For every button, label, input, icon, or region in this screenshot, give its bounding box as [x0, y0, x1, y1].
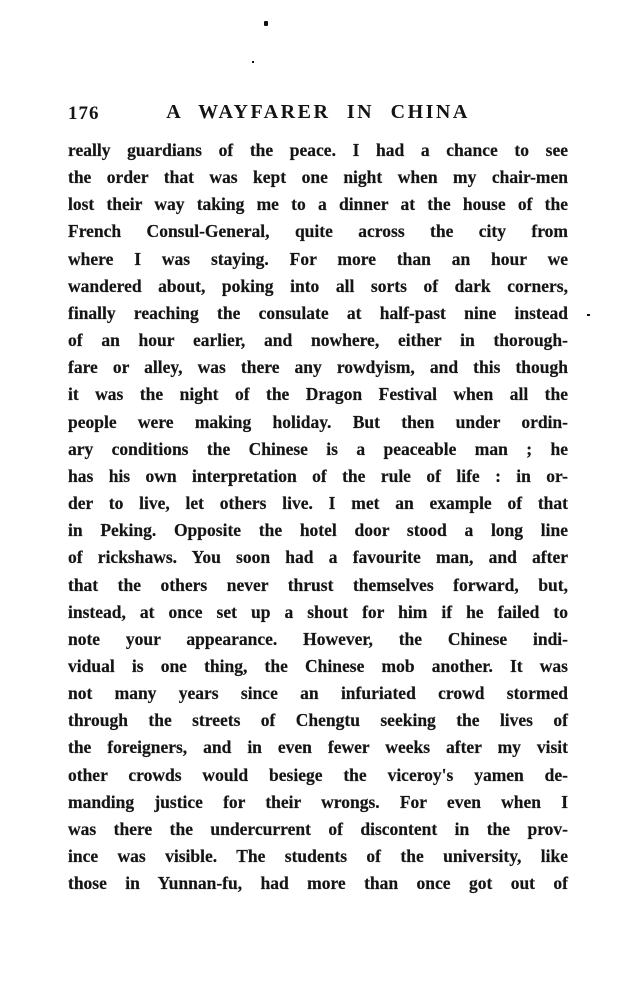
text-line: finally reaching the consulate at half-past nine instead [68, 302, 568, 323]
text-line: fare or alley, was there any rowdyism, and this though [68, 357, 568, 378]
text-line: of an hour earlier, and nowhere, either in thorough- [68, 330, 568, 351]
text-line: where I was staying. For more than an hour we [68, 248, 568, 269]
text-line: the foreigners, and in even fewer weeks after my visit [68, 737, 568, 758]
text-line: other crowds would besiege the viceroy's yamen de- [68, 764, 568, 785]
scan-speck [587, 314, 590, 316]
text-line: French Consul-General, quite across the city from [68, 221, 568, 242]
text-line: through the streets of Chengtu seeking the lives of [68, 710, 568, 731]
text-line: has his own interpretation of the rule of life : in or- [68, 465, 568, 486]
text-line: instead, at once set up a shout for him if he failed to [68, 601, 568, 622]
text-line: ince was visible. The students of the university, like [68, 846, 568, 867]
text-line: der to live, let others live. I met an example of that [68, 493, 568, 514]
text-line: lost their way taking me to a dinner at the house of the [68, 194, 568, 215]
text-line: vidual is one thing, the Chinese mob another. It was [68, 655, 568, 676]
running-title: A WAYFARER IN CHINA [166, 101, 470, 123]
text-line: not many years since an infuriated crowd stormed [68, 683, 568, 704]
text-line: note your appearance. However, the Chinese indi- [68, 628, 568, 649]
scan-speck [252, 61, 254, 63]
text-line: that the others never thrust themselves forward, but, [68, 574, 568, 595]
text-line: manding justice for their wrongs. For even when I [68, 791, 568, 812]
text-line: really guardians of the peace. I had a chance to see [68, 140, 568, 160]
text-line: ary conditions the Chinese is a peaceable man ; he [68, 438, 568, 459]
text-line: was there the undercurrent of discontent in the prov- [68, 818, 568, 839]
body-text-block [68, 137, 568, 897]
text-line: people were making holiday. But then under ordin- [68, 411, 568, 432]
text-line: it was the night of the Dragon Festival when all the [68, 384, 568, 405]
page-number: 176 [68, 103, 100, 124]
scan-speck [264, 21, 268, 26]
running-head [68, 101, 568, 129]
text-line: of rickshaws. You soon had a favourite man, and after [68, 547, 568, 568]
text-line: wandered about, poking into all sorts of dark corners, [68, 275, 568, 296]
text-line: those in Yunnan-fu, had more than once got out of [68, 873, 568, 894]
text-line: in Peking. Opposite the hotel door stood a long line [68, 520, 568, 541]
text-line: the order that was kept one night when my chair-men [68, 167, 568, 188]
